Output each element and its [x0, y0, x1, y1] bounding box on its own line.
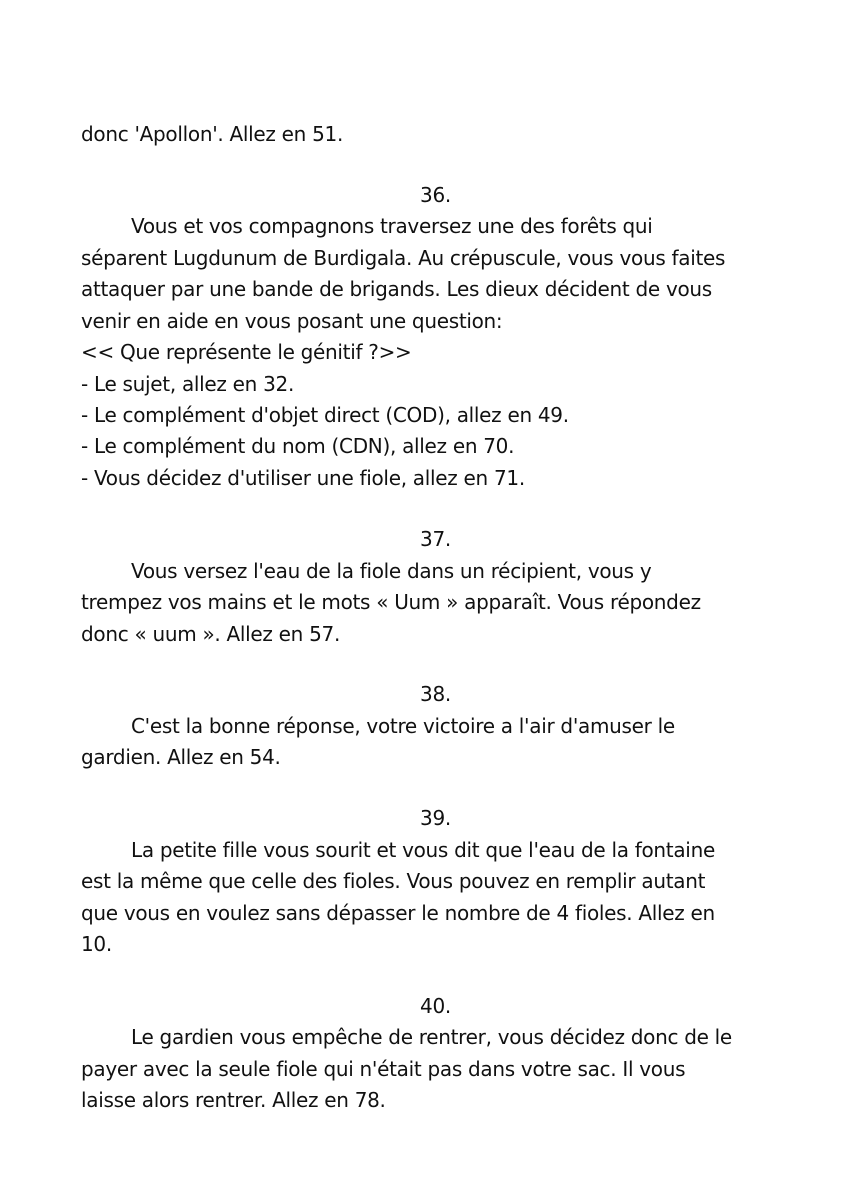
- paragraph-line: Le gardien vous empêche de rentrer, vous décidez donc de le: [131, 1025, 732, 1049]
- question-line: << Que représente le génitif ?>>: [81, 340, 412, 364]
- paragraph-line: est la même que celle des fioles. Vous pouvez en remplir autant: [81, 869, 706, 893]
- paragraph-line: payer avec la seule fiole qui n'était pas dans votre sac. Il vous: [81, 1057, 686, 1081]
- paragraph-line: C'est la bonne réponse, votre victoire a l'air d'amuser le: [131, 714, 675, 738]
- continuation-line: donc 'Apollon'. Allez en 51.: [81, 122, 344, 146]
- choice-line: - Le complément du nom (CDN), allez en 70.: [81, 434, 515, 458]
- choice-line: - Le sujet, allez en 32.: [81, 372, 295, 396]
- section-number: 40.: [420, 994, 451, 1018]
- section-number: 36.: [420, 183, 451, 207]
- paragraph-line: gardien. Allez en 54.: [81, 745, 281, 769]
- paragraph-line: trempez vos mains et le mots « Uum » apparaît. Vous répondez: [81, 590, 701, 614]
- paragraph-line: laisse alors rentrer. Allez en 78.: [81, 1088, 386, 1112]
- paragraph-line: 10.: [81, 932, 112, 956]
- section-number: 39.: [420, 806, 451, 830]
- section-number: 37.: [420, 527, 451, 551]
- paragraph-line: Vous versez l'eau de la fiole dans un récipient, vous y: [131, 559, 652, 583]
- choice-line: - Le complément d'objet direct (COD), allez en 49.: [81, 403, 569, 427]
- paragraph-line: séparent Lugdunum de Burdigala. Au crépuscule, vous vous faites: [81, 246, 726, 270]
- paragraph-line: Vous et vos compagnons traversez une des forêts qui: [131, 214, 653, 238]
- section-number: 38.: [420, 682, 451, 706]
- paragraph-line: donc « uum ». Allez en 57.: [81, 622, 340, 646]
- paragraph-line: que vous en voulez sans dépasser le nombre de 4 fioles. Allez en: [81, 901, 715, 925]
- paragraph-line: La petite fille vous sourit et vous dit que l'eau de la fontaine: [131, 838, 715, 862]
- paragraph-line: venir en aide en vous posant une question:: [81, 309, 503, 333]
- choice-line: - Vous décidez d'utiliser une fiole, allez en 71.: [81, 466, 525, 490]
- paragraph-line: attaquer par une bande de brigands. Les dieux décident de vous: [81, 277, 712, 301]
